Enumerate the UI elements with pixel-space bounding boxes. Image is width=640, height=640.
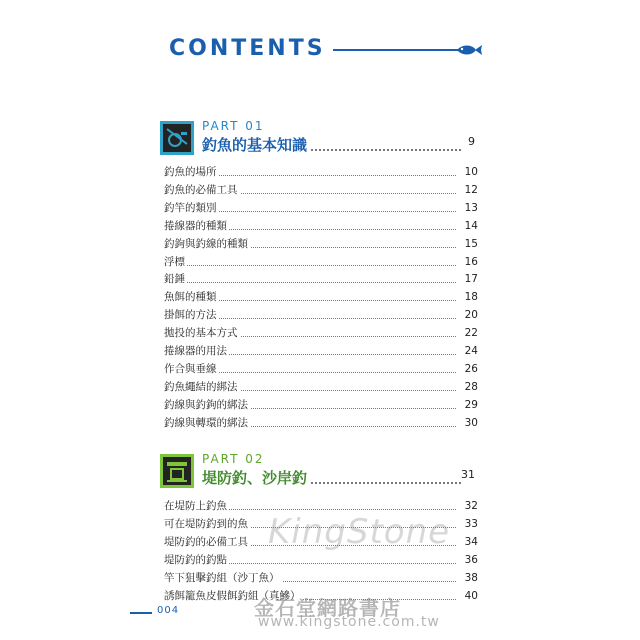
toc-entry[interactable] — [164, 254, 478, 270]
toc-entry-label: 捲線器的種類 — [164, 219, 227, 232]
part-page-number: 31 — [461, 468, 475, 481]
toc-entry-page: 24 — [464, 345, 478, 357]
toc-entry[interactable] — [164, 182, 478, 198]
toc-entry[interactable] — [164, 552, 478, 568]
toc-entry-page: 38 — [464, 571, 478, 584]
toc-entry-page: 34 — [464, 535, 478, 548]
toc-entry[interactable] — [164, 361, 478, 377]
watermark-url: www.kingstone.com.tw — [258, 614, 440, 630]
toc-entry-label: 堤防釣的必備工具 — [164, 535, 248, 548]
toc-entry-label: 掛餌的方法 — [164, 309, 217, 322]
toc-entry-label: 堤防釣的釣點 — [164, 553, 227, 566]
toc-entry-page: 29 — [464, 398, 478, 411]
toc-entry[interactable] — [164, 271, 478, 287]
watermark-store-name: 金石堂網路書店 — [254, 596, 401, 620]
toc-entry-label: 釣魚繩結的綁法 — [164, 380, 238, 393]
toc-entry[interactable] — [164, 379, 478, 395]
toc-entry-label: 釣線與轉環的綁法 — [164, 416, 248, 429]
toc-entry-page: 17 — [464, 273, 478, 286]
leader-dots — [164, 265, 456, 266]
leader-dots — [164, 282, 456, 283]
page-title: CONTENTS — [169, 36, 326, 61]
toc-entry-label: 魚餌的種類 — [164, 291, 217, 304]
toc-entry[interactable] — [164, 570, 478, 586]
toc-entry-page: 36 — [464, 553, 478, 566]
toc-entry-label: 釣鉤與釣線的種類 — [164, 237, 248, 250]
part-title: 堤防釣、沙岸釣 — [202, 467, 310, 488]
toc-entry-page: 40 — [464, 589, 478, 602]
toc-entry-page: 30 — [464, 416, 478, 429]
part-02-heading[interactable] — [160, 454, 485, 494]
toc-entry-page: 22 — [464, 327, 478, 340]
footer-divider — [130, 612, 152, 614]
breakwater-icon — [160, 454, 194, 488]
toc-entry-label: 可在堤防釣到的魚 — [164, 517, 248, 530]
part-01-heading[interactable] — [160, 121, 485, 161]
part-page-number: 9 — [468, 135, 475, 148]
toc-entry-page: 18 — [464, 291, 478, 304]
toc-entry[interactable] — [164, 415, 478, 431]
toc-entry-label: 誘餌籠魚皮假餌釣組（真鰺） — [164, 589, 301, 602]
toc-entry-label: 釣魚的必備工具 — [164, 183, 238, 196]
toc-entry[interactable] — [164, 236, 478, 252]
part-title: 釣魚的基本知識 — [202, 134, 310, 155]
part-label: PART 02 — [202, 452, 265, 466]
title-divider — [333, 49, 459, 51]
toc-entry-page: 12 — [464, 183, 478, 196]
toc-entry[interactable] — [164, 218, 478, 234]
toc-entry-label: 鉛錘 — [164, 273, 185, 286]
toc-entry[interactable] — [164, 164, 478, 180]
part-label: PART 01 — [202, 119, 265, 133]
toc-entry-page: 33 — [464, 517, 478, 530]
toc-entry-page: 14 — [464, 219, 478, 232]
toc-entry-label: 竿下狙擊釣組（沙丁魚） — [164, 571, 280, 584]
toc-entry-label: 釣竿的類別 — [164, 201, 217, 214]
fishing-reel-icon — [160, 121, 194, 155]
toc-entry[interactable] — [164, 200, 478, 216]
toc-entry[interactable] — [164, 307, 478, 323]
toc-entry[interactable] — [164, 325, 478, 341]
toc-entry-label: 釣魚的場所 — [164, 166, 217, 178]
toc-entry[interactable] — [164, 397, 478, 413]
fish-icon — [456, 43, 482, 57]
toc-entry-label: 浮標 — [164, 255, 185, 268]
toc-entry-page: 15 — [464, 237, 478, 250]
toc-entry-page: 26 — [464, 362, 478, 375]
toc-entry-page: 13 — [464, 201, 478, 214]
toc-entry-label: 捲線器的用法 — [164, 345, 227, 357]
toc-entry-label: 在堤防上釣魚 — [164, 500, 227, 512]
watermark-brand: KingStone — [268, 512, 451, 552]
toc-entry-label: 釣線與釣鉤的綁法 — [164, 398, 248, 411]
toc-entry-page: 32 — [464, 500, 478, 512]
toc-entry-label: 拋投的基本方式 — [164, 327, 238, 340]
toc-entry[interactable] — [164, 289, 478, 305]
toc-entry-page: 10 — [464, 166, 478, 178]
toc-entry-label: 作合與垂線 — [164, 362, 217, 375]
toc-entry-page: 20 — [464, 309, 478, 322]
toc-entry-page: 16 — [464, 255, 478, 268]
footer-page-number: 004 — [157, 605, 180, 616]
toc-entry-page: 28 — [464, 380, 478, 393]
toc-entry[interactable] — [164, 343, 478, 359]
